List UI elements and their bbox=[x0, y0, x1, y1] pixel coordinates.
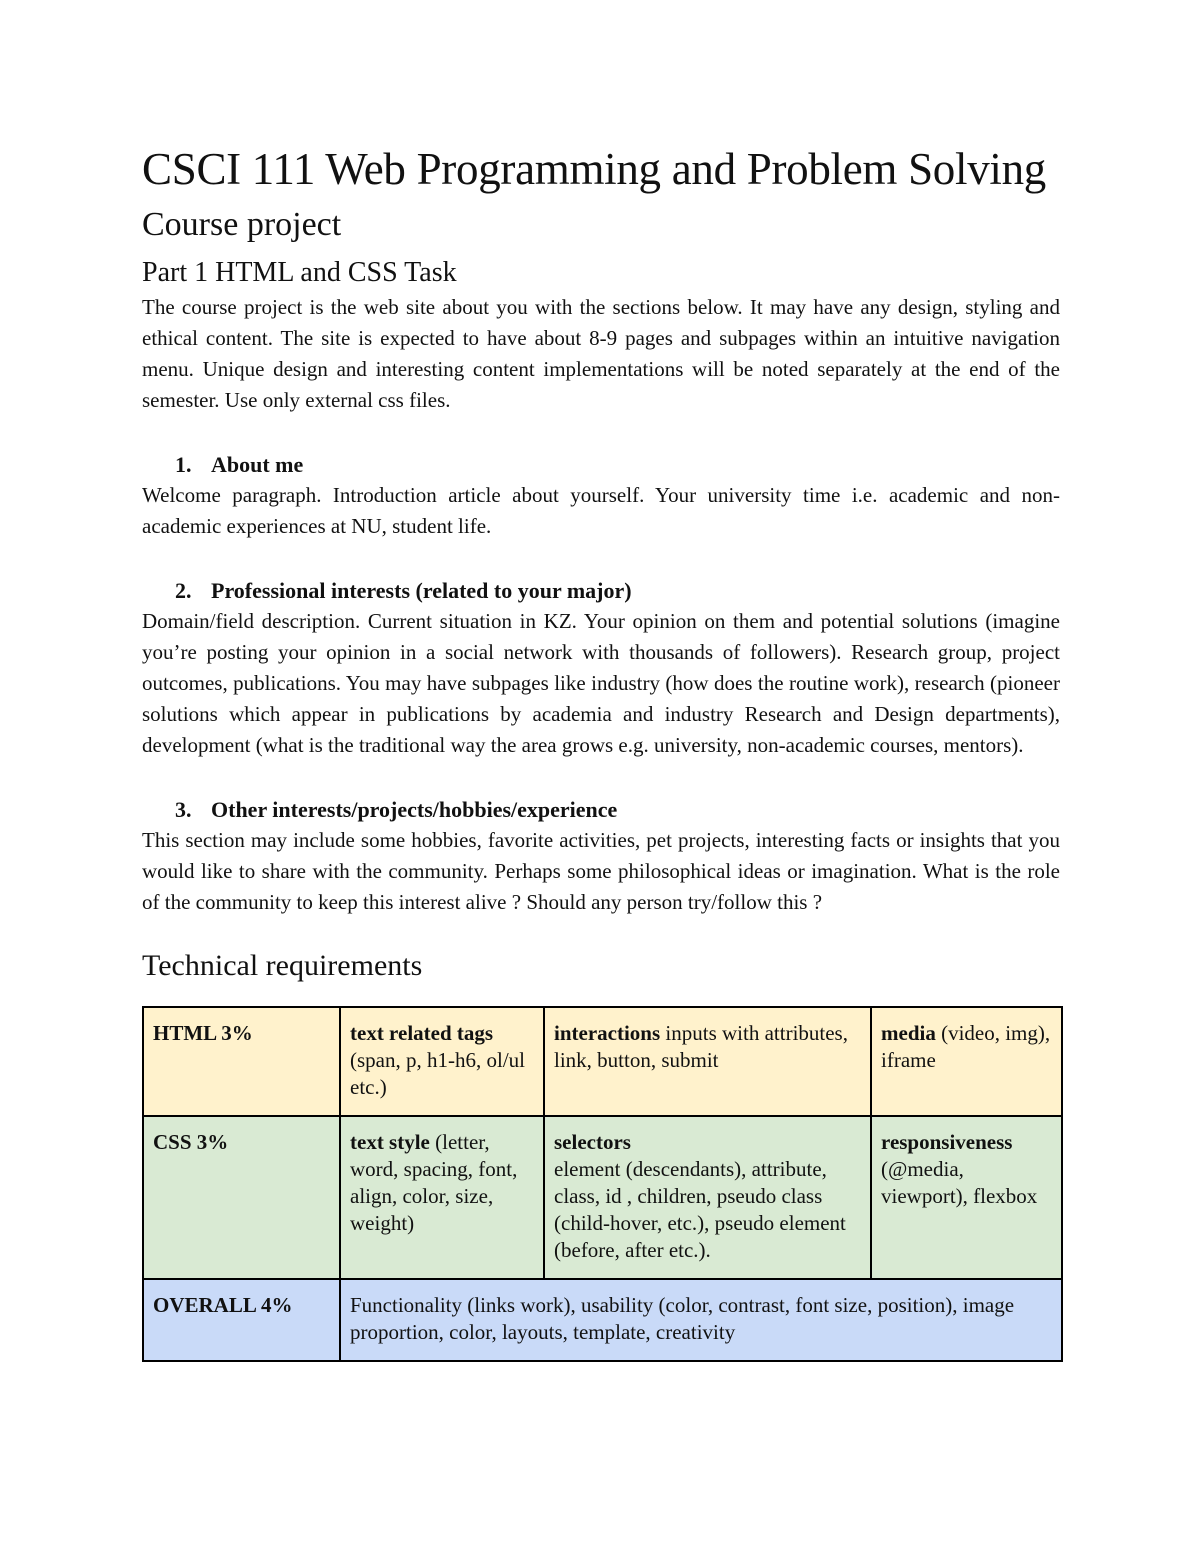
cell-bold-term: selectors bbox=[554, 1130, 631, 1154]
page-title: CSCI 111 Web Programming and Problem Solving bbox=[142, 144, 1047, 194]
table-cell-label bbox=[143, 1116, 340, 1279]
row-label: CSS 3% bbox=[153, 1130, 229, 1154]
row-label: HTML 3% bbox=[153, 1021, 253, 1045]
table-row-html bbox=[143, 1007, 1062, 1116]
section-body-other-interests: This section may include some hobbies, favorite activities, pet projects, interesting facts or insights that you would like to share with the community. Perhaps some philosophical ideas or imagination. What is the role of the community to keep this interest alive ? Should any person try/follow this ? bbox=[142, 828, 1060, 914]
technical-requirements-title: Technical requirements bbox=[142, 949, 423, 982]
cell-bold-term: interactions bbox=[554, 1021, 661, 1045]
page-subtitle: Course project bbox=[142, 206, 342, 243]
table-row-css bbox=[143, 1116, 1062, 1279]
table-cell bbox=[544, 1116, 871, 1279]
cell-bold-term: media bbox=[881, 1021, 936, 1045]
section-number: 1. bbox=[175, 452, 192, 477]
table-cell bbox=[544, 1007, 871, 1116]
table-row-overall bbox=[143, 1279, 1062, 1361]
section-heading-professional-interests bbox=[142, 575, 1060, 606]
cell-bold-term: responsiveness bbox=[881, 1130, 1013, 1154]
table-cell bbox=[340, 1279, 1062, 1361]
requirements-table bbox=[142, 1006, 1063, 1362]
row-label: OVERALL 4% bbox=[153, 1293, 293, 1317]
table-cell bbox=[871, 1007, 1062, 1116]
cell-text: (video, img), iframe bbox=[881, 1021, 1051, 1072]
cell-text: (@media, viewport), flexbox bbox=[881, 1157, 1038, 1208]
section-number: 2. bbox=[175, 578, 192, 603]
table-cell bbox=[340, 1116, 544, 1279]
section-number: 3. bbox=[175, 797, 192, 822]
table-cell-label bbox=[143, 1007, 340, 1116]
table-cell bbox=[871, 1116, 1062, 1279]
section-heading-other-interests bbox=[142, 794, 1060, 825]
cell-text: element (descendants), attribute, class, id , children, pseudo class (child-hover, etc.), pseudo element (before, after etc.). bbox=[554, 1157, 846, 1262]
cell-text: inputs with attributes, link, button, submit bbox=[554, 1021, 848, 1072]
table-cell bbox=[340, 1007, 544, 1116]
document-page bbox=[142, 140, 1060, 1362]
table-cell-label bbox=[143, 1279, 340, 1361]
section-heading-about-me bbox=[142, 449, 1060, 480]
cell-text: Functionality (links work), usability (color, contrast, font size, position), image proportion, color, layouts, template, creativity bbox=[350, 1293, 1015, 1344]
cell-text: (span, p, h1-h6, ol/ul etc.) bbox=[350, 1048, 525, 1099]
intro-paragraph: The course project is the web site about you with the sections below. It may have any design, styling and ethical content. The site is expected to have about 8-9 pages and subpages within an intuitive navigation menu. Unique design and interesting content implementations will be noted separately at the end of the semester. Use only external css files. bbox=[142, 295, 1060, 412]
section-body-about-me: Welcome paragraph. Introduction article about yourself. Your university time i.e. academic and non-academic experiences at NU, student life. bbox=[142, 483, 1060, 538]
section-title: Professional interests (related to your major) bbox=[211, 578, 632, 603]
cell-bold-term: text style bbox=[350, 1130, 430, 1154]
part-heading: Part 1 HTML and CSS Task bbox=[142, 257, 457, 288]
section-title: About me bbox=[211, 452, 304, 477]
cell-bold-term: text related tags bbox=[350, 1021, 494, 1045]
section-title: Other interests/projects/hobbies/experience bbox=[211, 797, 618, 822]
section-body-professional-interests: Domain/field description. Current situation in KZ. Your opinion on them and potential solutions (imagine you’re posting your opinion in a social network with thousands of followers). Research group, project outcomes, publications. You may have subpages like industry (how does the routine work), research (pioneer solutions which appear in publications by academia and industry Research and Design departments), development (what is the traditional way the area grows e.g. university, non-academic courses, mentors). bbox=[142, 609, 1060, 757]
cell-text: (letter, word, spacing, font, align, color, size, weight) bbox=[350, 1130, 518, 1235]
